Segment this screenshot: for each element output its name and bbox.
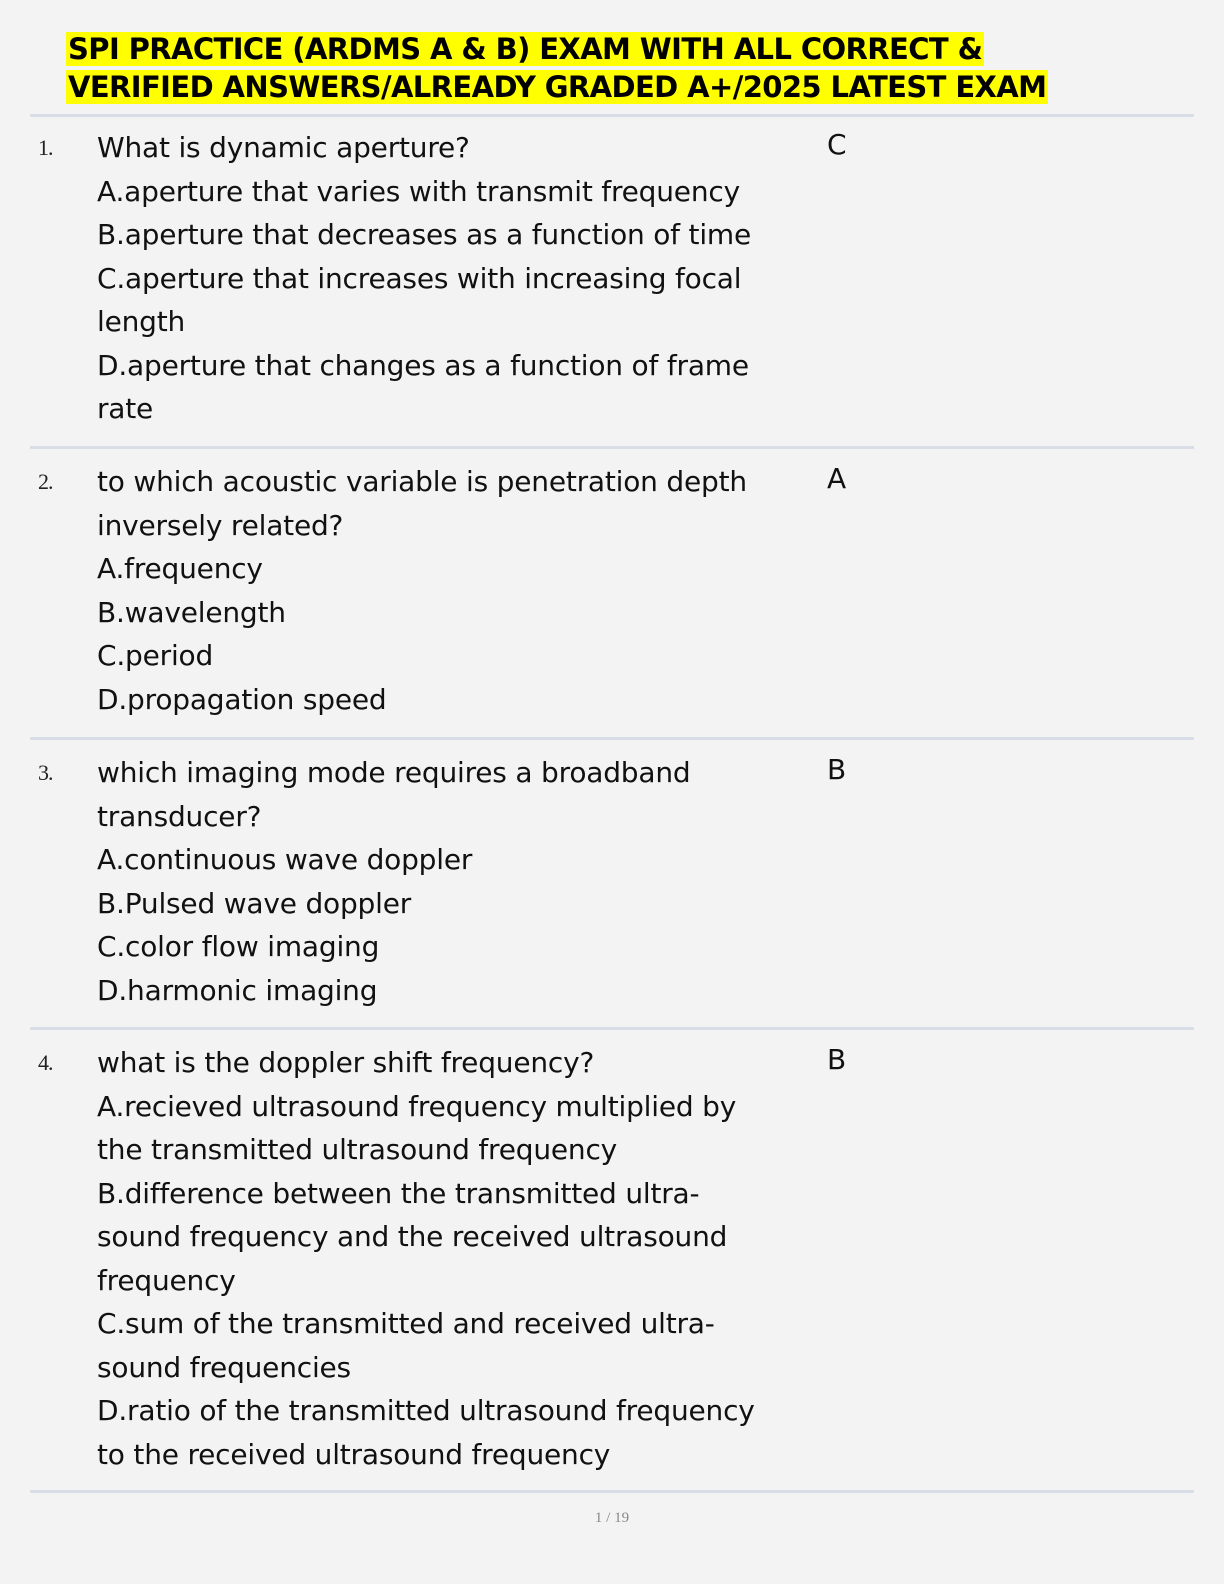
option-line: B.difference between the transmitted ultra- xyxy=(97,1176,700,1210)
option-line: rate xyxy=(97,392,154,425)
question-4-block xyxy=(97,1041,790,1476)
question-number: 3. xyxy=(38,760,53,785)
question-text: what is the doppler shift frequency? xyxy=(97,1046,595,1079)
title-line-1: SPI PRACTICE (ARDMS A & B) EXAM WITH ALL CORRECT & xyxy=(68,32,983,66)
option-line: A.aperture that varies with transmit frequency xyxy=(97,174,740,208)
option-line: B.wavelength xyxy=(97,595,286,629)
answer-key: B xyxy=(827,753,847,786)
question-number: 4. xyxy=(38,1050,53,1075)
option-line: A.continuous wave doppler xyxy=(97,843,473,876)
question-text: which imaging mode requires a broadband xyxy=(97,756,691,789)
answer-key: C xyxy=(827,128,847,161)
divider xyxy=(30,1490,1194,1493)
question-text: What is dynamic aperture? xyxy=(97,131,470,164)
option-line: C.color flow imaging xyxy=(97,930,380,963)
question-number: 1. xyxy=(38,135,53,160)
option-line: C.sum of the transmitted and received ultra- xyxy=(97,1307,715,1340)
answer-key: A xyxy=(827,462,847,495)
question-number: 2. xyxy=(38,469,53,494)
option-line: sound frequencies xyxy=(97,1350,351,1384)
option-line: D.harmonic imaging xyxy=(97,973,378,1007)
question-text: to which acoustic variable is penetration depth xyxy=(97,465,747,498)
page-number: 1 / 19 xyxy=(594,1510,630,1526)
divider xyxy=(30,114,1194,117)
option-line: B.Pulsed wave doppler xyxy=(97,886,412,920)
question-3-block xyxy=(97,751,722,1012)
option-line: C.period xyxy=(97,639,214,672)
option-line: to the received ultrasound frequency xyxy=(97,1437,611,1471)
option-line: the transmitted ultrasound frequency xyxy=(97,1133,618,1166)
option-line: D.ratio of the transmitted ultrasound frequency xyxy=(97,1394,755,1427)
divider xyxy=(30,1027,1194,1030)
option-line: A.frequency xyxy=(97,552,263,585)
option-line: B.aperture that decreases as a function of time xyxy=(97,218,752,251)
option-line: D.propagation speed xyxy=(97,682,387,716)
answer-key: B xyxy=(827,1043,847,1076)
question-2-block xyxy=(97,460,790,721)
question-1-block xyxy=(97,126,790,431)
divider xyxy=(30,446,1194,449)
option-line: frequency xyxy=(97,1263,236,1297)
option-line: length xyxy=(97,305,186,338)
question-text: inversely related? xyxy=(97,508,344,542)
divider xyxy=(30,737,1194,740)
question-text: transducer? xyxy=(97,799,262,833)
page-title xyxy=(66,30,1186,106)
option-line: D.aperture that changes as a function of frame xyxy=(97,348,749,382)
option-line: A.recieved ultrasound frequency multiplied by xyxy=(97,1089,737,1123)
option-line: sound frequency and the received ultrasound xyxy=(97,1220,728,1253)
title-line-2: VERIFIED ANSWERS/ALREADY GRADED A+/2025 LATEST EXAM xyxy=(68,70,1047,104)
option-line: C.aperture that increases with increasing focal xyxy=(97,261,742,295)
